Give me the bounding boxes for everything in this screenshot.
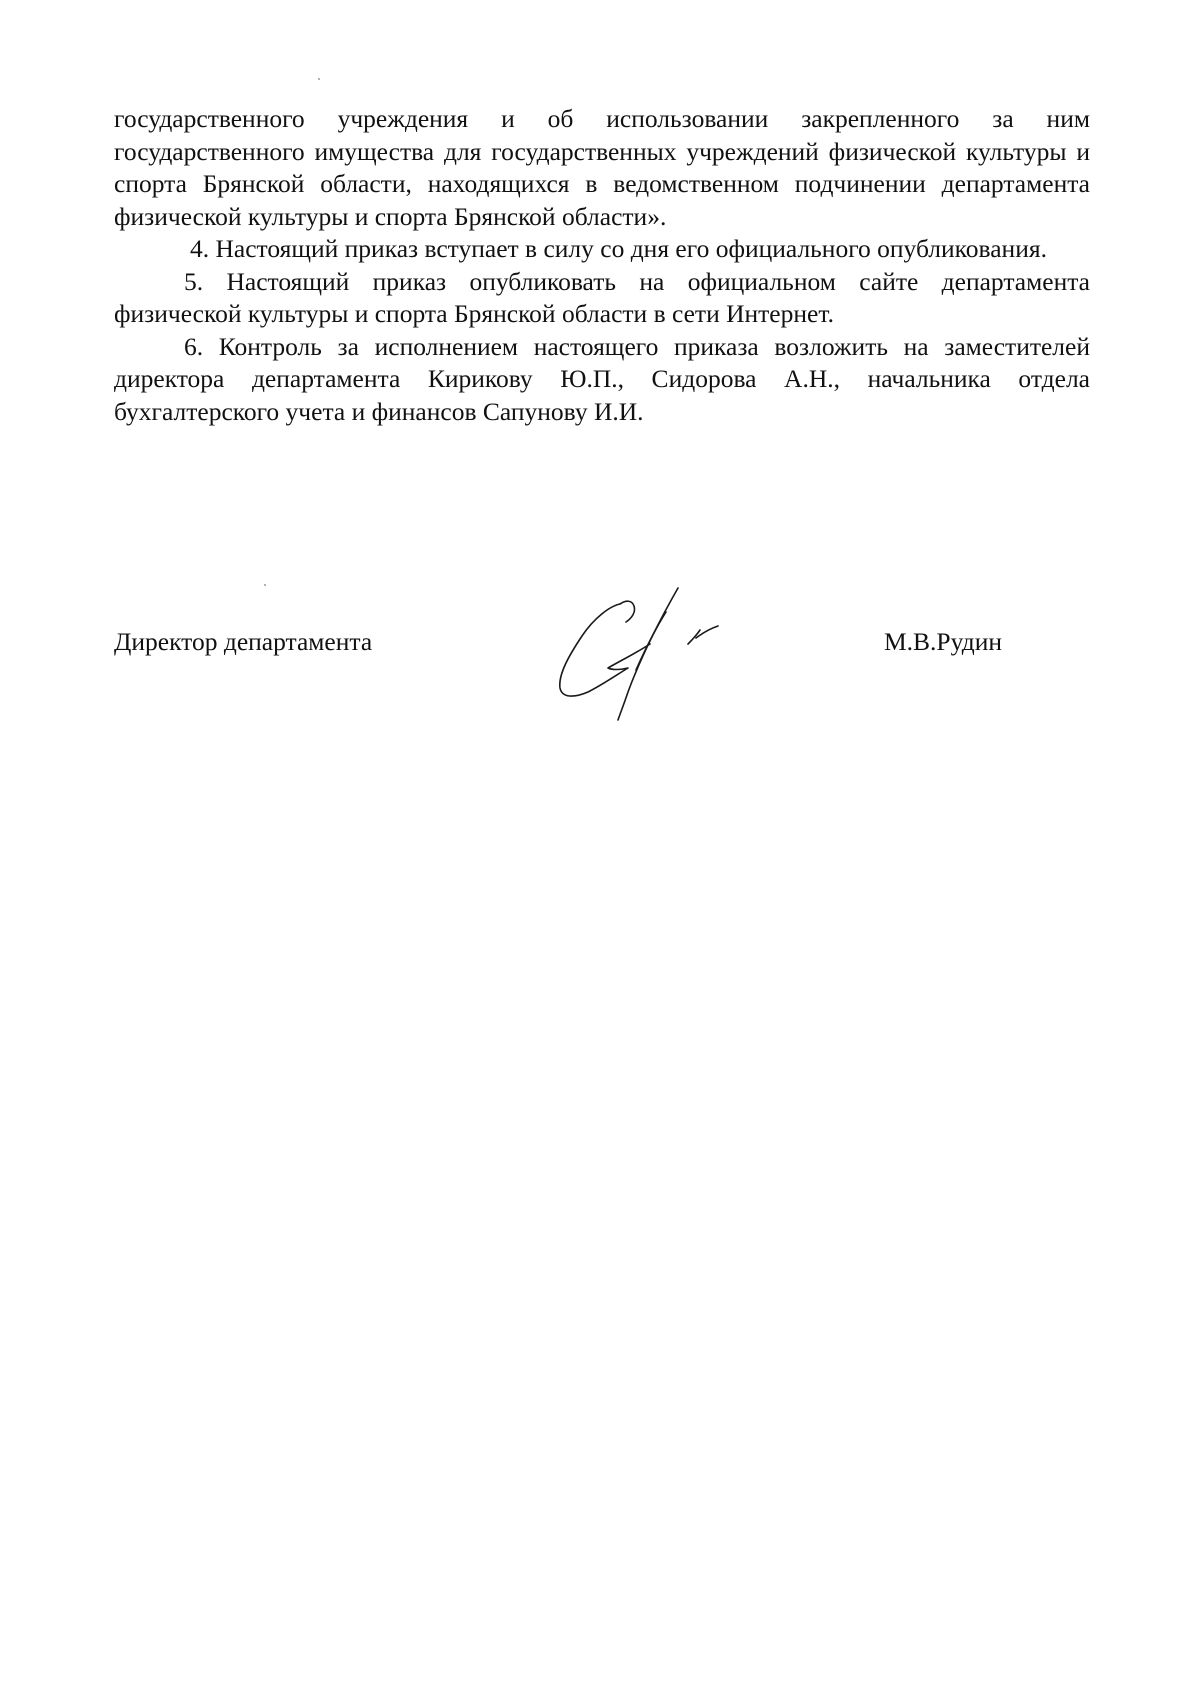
document-body <box>114 103 1090 428</box>
signatory-position: Директор департамента <box>114 627 373 656</box>
signature-block <box>0 560 1200 720</box>
paragraph-continuation: государственного учреждения и об использовании закрепленного за ним государственного имущества для государственных учреждений физической культуры и спорта Брянской области, находящихся в ведомственном подчинении департамента физической культуры и спорта Брянской области». <box>114 104 1090 231</box>
paragraph-item-4: 4. Настоящий приказ вступает в силу со дня его официального опубликования. <box>190 234 1047 263</box>
paragraph-item-6: 6. Контроль за исполнением настоящего приказа возложить на заместителей директора департамента Кирикову Ю.П., Сидорова А.Н., начальника отдела бухгалтерского учета и финансов Сапунову И.И. <box>114 331 1090 426</box>
signatory-name: М.В.Рудин <box>884 627 1003 656</box>
handwritten-signature <box>548 572 748 722</box>
paragraph-item-5: 5. Настоящий приказ опубликовать на официальном сайте департамента физической культуры и спорта Брянской области в сети Интернет. <box>114 266 1090 328</box>
scan-speck <box>318 78 320 80</box>
